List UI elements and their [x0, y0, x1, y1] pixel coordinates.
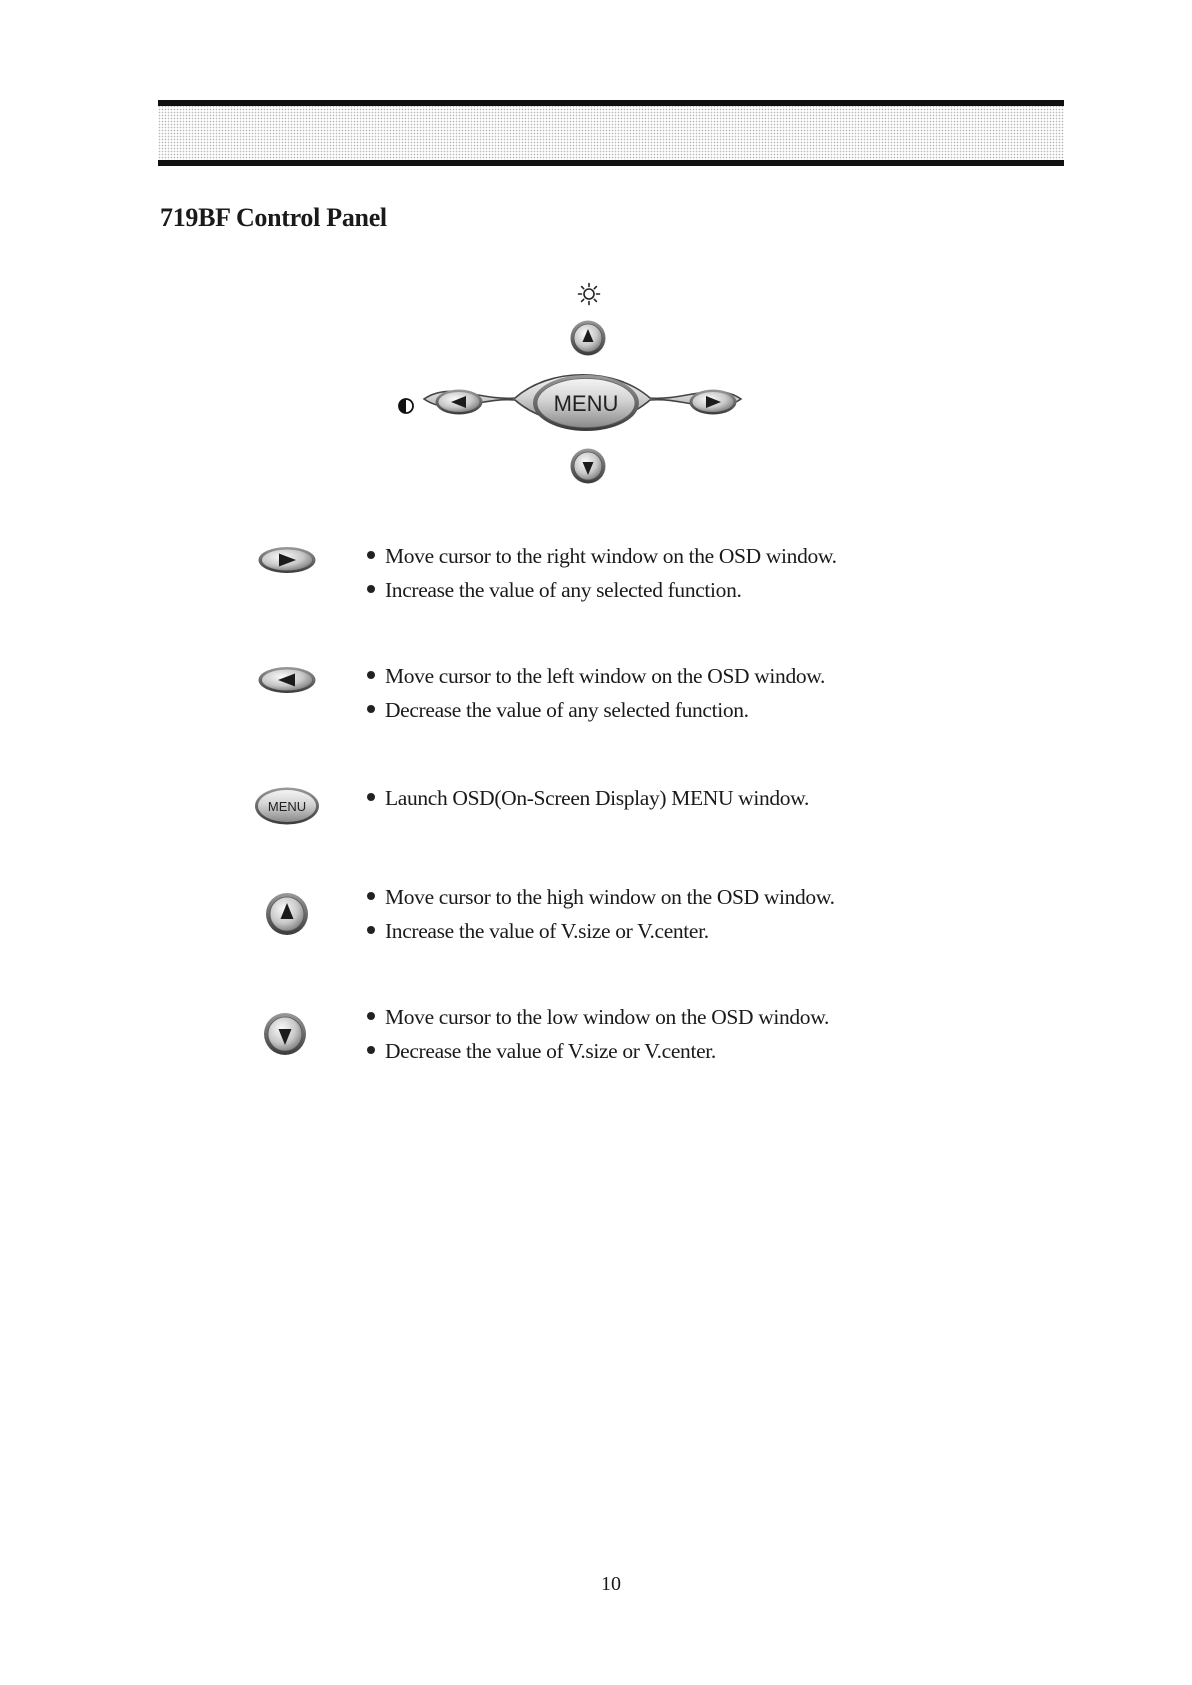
page-title: 719BF Control Panel [160, 203, 387, 232]
panel-left-button[interactable] [434, 387, 484, 417]
description-line: Decrease the value of V.size or V.center. [363, 1034, 829, 1068]
menu-icon-label: MENU [267, 799, 307, 814]
description-line: Decrease the value of any selected function. [363, 693, 825, 727]
up-arrow-button-icon [248, 880, 328, 930]
function-description [363, 1000, 829, 1068]
right-arrow-button-icon [248, 539, 328, 589]
panel-down-button[interactable] [569, 447, 607, 485]
panel-menu-label: MENU [553, 391, 619, 416]
description-line: Launch OSD(On-Screen Display) MENU window. [363, 781, 809, 815]
description-line: Move cursor to the left window on the OSD window. [363, 659, 825, 693]
left-arrow-button-icon [248, 659, 328, 709]
description-line: Increase the value of V.size or V.center. [363, 914, 835, 948]
function-description [363, 659, 825, 727]
description-line: Move cursor to the low window on the OSD window. [363, 1000, 829, 1034]
page-number: 10 [601, 1573, 621, 1595]
control-panel-diagram [380, 270, 780, 500]
function-description [363, 880, 835, 948]
description-line: Move cursor to the right window on the OSD window. [363, 539, 837, 573]
down-arrow-button-icon [248, 1000, 328, 1050]
function-description [363, 539, 837, 607]
menu-button-icon [248, 781, 328, 831]
brightness-icon [577, 282, 601, 306]
panel-up-button[interactable] [569, 319, 607, 357]
panel-right-button[interactable] [688, 387, 738, 417]
description-line: Increase the value of any selected function. [363, 573, 837, 607]
header-band [158, 100, 1064, 166]
panel-menu-button[interactable] [531, 373, 641, 433]
function-description [363, 781, 809, 815]
description-line: Move cursor to the high window on the OSD window. [363, 880, 835, 914]
